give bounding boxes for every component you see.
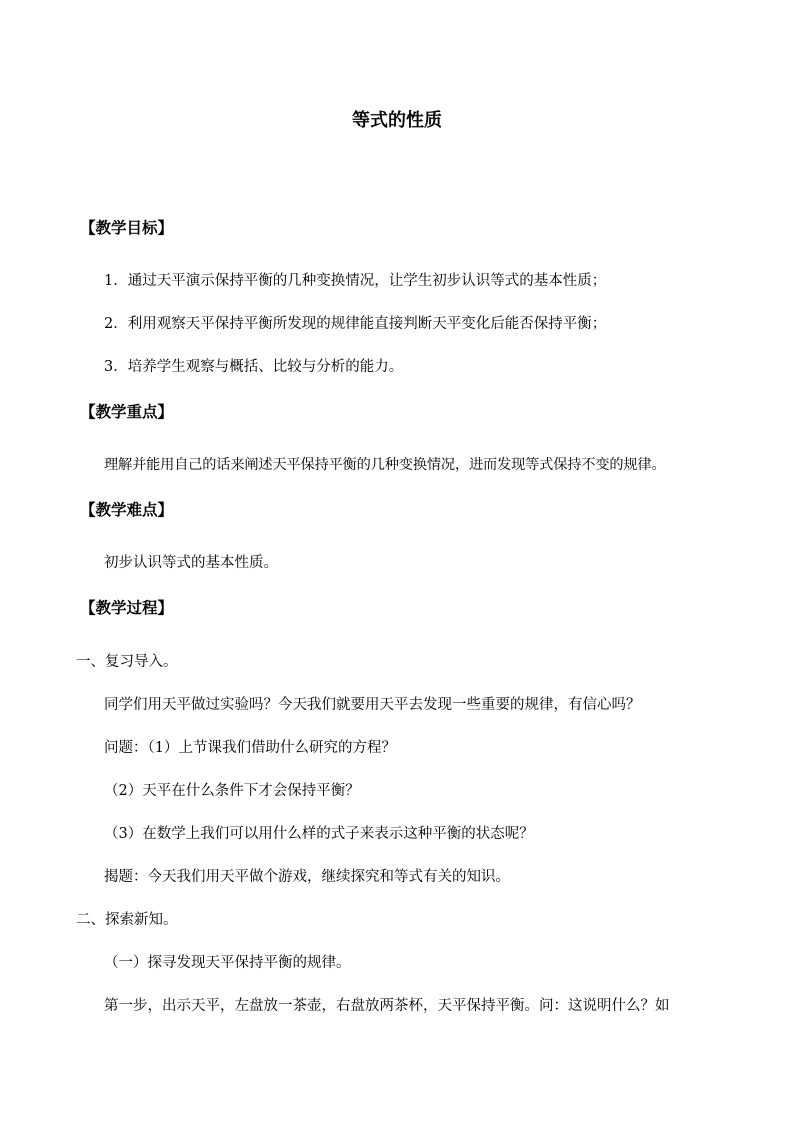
section-2-title: 二、探索新知。 xyxy=(76,912,178,928)
key-points-text: 理解并能用自己的话来阐述天平保持平衡的几种变换情况，进而发现等式保持不变的规律。 xyxy=(104,457,666,473)
question-3: （3）在数学上我们可以用什么样的式子来表示这种平衡的状态呢？ xyxy=(104,826,534,842)
document-title: 等式的性质 xyxy=(352,110,442,131)
question-1: 问题：（1）上节课我们借助什么研究的方程？ xyxy=(104,740,396,756)
difficult-points-heading: 【教学难点】 xyxy=(80,500,174,519)
goal-item-1: 1．通过天平演示保持平衡的几种变换情况，让学生初步认识等式的基本性质； xyxy=(104,273,607,289)
key-points-heading: 【教学重点】 xyxy=(80,402,174,421)
goal-item-3: 3．培养学生观察与概括、比较与分析的能力。 xyxy=(104,359,404,375)
goals-heading: 【教学目标】 xyxy=(80,218,174,237)
section-2-subsection-1: （一）探寻发现天平保持平衡的规律。 xyxy=(104,955,351,971)
difficult-points-text: 初步认识等式的基本性质。 xyxy=(104,555,278,571)
goal-item-2: 2．利用观察天平保持平衡所发现的规律能直接判断天平变化后能否保持平衡； xyxy=(104,316,607,332)
question-2: （2）天平在什么条件下才会保持平衡？ xyxy=(104,783,360,799)
step-1-text: 第一步，出示天平，左盘放一茶壶，右盘放两茶杯，天平保持平衡。问：这说明什么？如 xyxy=(104,998,670,1014)
process-heading: 【教学过程】 xyxy=(80,598,174,617)
section-1-intro: 同学们用天平做过实验吗？今天我们就要用天平去发现一些重要的规律，有信心吗？ xyxy=(104,697,641,713)
topic-reveal: 揭题：今天我们用天平做个游戏，继续探究和等式有关的知识。 xyxy=(104,869,510,885)
section-1-title: 一、复习导入。 xyxy=(76,654,178,670)
